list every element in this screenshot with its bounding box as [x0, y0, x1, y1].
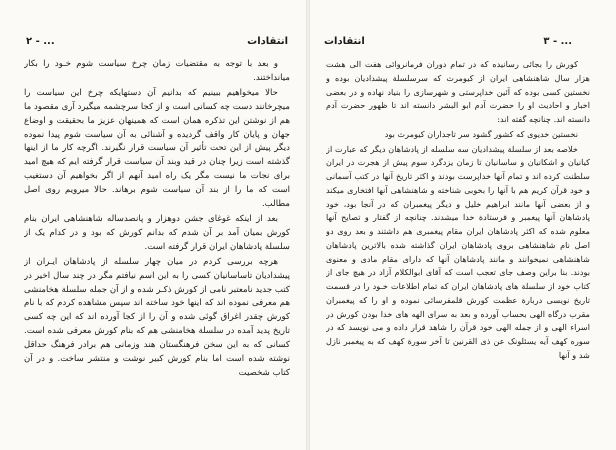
- right-page-header: [310, 36, 616, 54]
- left-page: [0, 0, 306, 450]
- right-page-number: ... - ۳: [543, 36, 572, 47]
- right-header-title: انتقادات: [324, 36, 365, 47]
- left-paragraph: حالا میخواهیم ببینیم که بدانیم آن دستهایکه چرخ این سیاست را میچرخانند دست چه کسانی است و از کجا سرچشمه میگیرد آری مقصود ما هم از نوشتن این تذکره همان است که همینهان عزیز ما بحقیقت و اوضاع جهان و پایان کار واقف گردیده و آشنائی به آن سیاست شوم پیدا نموده دیگر پیش از این تحت تأثیر آن سیاست قرار نگیرند. اگرچه کار ما از اینها گذشته است زیرا چنان در قید وبند آن سیاست قرار گرفته ایم که هیچ امید برای نجات ما نیست مگر یک راه امید آنهم از اگر بخواهیم آن دستغیب است که ما را از بند آن سیاست شوم برهاند. حالا میرویم روی اصل مطالب.: [24, 87, 290, 210]
- left-page-number: ... - ۲: [26, 36, 55, 47]
- right-paragraph: نخستین خدیوی که کشور گشود سر تاجداران کیومرث بود: [384, 128, 578, 139]
- right-paragraph: خلاصه بعد از سلسلة پیشدادیان سه سلسله از پادشاهان دیگر که عبارت از کیانیان و اشکانیان و ساسانیان تا زمان یزدگرد سوم پیش از هجرت در ایران سلطنت کرده اند و تمام آنها خداپرست بودند و اکثر تاریخ آنها در کتب آسمانی و خود قرآن کریم هم با آنها را بخوبی شناخته و شاهنشاهی آنها افتخاری میکند و از بعضی آنها مانند ابراهیم خلیل و دیگر پیغمبران که در آنجا بود، خود پادشاهان آنها پیغمبر و فرستادة خدا میشدند. چنانچه از گفتار و تصایح آنها معلوم شده که اکثر پادشاهان ایران مقام پیغمبری هم داشتند و بعد روی دو اصل نام شاهنشاهی بروی پادشاهان ایران گذاشته شده بالاترین پادشاهان شاهنشاهی نمیخوانند و مانند پادشاهان آنها که دارای مقام مادی و معنوی بودند. بنا براین وصف جای تعجب است که آقای ابوالکلام آزاد در هیچ جای از کتاب خود از سلسلة های پادشاهان ایران که تمام اطلاعات خـود را در قسمت تاریخ نویسی دربارة عظمت کورش قلمفرسائی نموده و او را که پیغمبران مقرب درگاه الهی بحساب آورده و بعد به سرای الهه های خدا بودن کورش در اسراء الهی و از جمله الهی خود قرآن را شاهد قرار داده و می نویسد که در سوره کهف آیه یسئلونک عن ذی القرنین تا آخر سورة کهف که به پیغمبر نازل شد و آنها: [326, 143, 590, 360]
- right-paragraph: کورش را بجائی رسانیده که در تمام دوران فرمانروائی هفت الی هشت هزار سال شاهنشاهی ایران از کیومرث که سرسلسلة پیشدادیان بوده و نخستین کسی بوده که آئین خداپرستی و شهرسازی را بنیاد نهاده و در بعضی اخبار و احادیث او را حضرت آدم ابو البشر دانسته اند تا ظهور حضرت آدم دانسته اند. چنانچه گفته اند:: [326, 59, 590, 124]
- left-header-title: انتقادات: [247, 36, 288, 47]
- left-paragraph: هرچه بررسی کردم در میان چهار سلسله از پادشاهان ایـران از پیشدادیان تاساسانیان کسی را به این اسم نیافتم مگر در چند سال اخیر در کتب جدید نامعتبر نامی از کورش ذکـر شده و از آن جمله سلسلة هخامنشی هم معرفی نموده اند که اینها خود ساخته اند سپس مشاهده کردم که با نام کورش چقدر اغراق گوئی شده و آن را از کجا آورده اند که این چه کسی تاریخ پدید آمده در سلسلة هخامنشی هم که بنام کورش معرفی شده است. کسانی که به این سخن فرهنگستان هند وزمانی هم برادر فرهنگ حداقل نوشته شده است اما بنام کورش کبیر نوشت و منتشر ساخت. و در آن کتاب شخصیت: [24, 256, 290, 378]
- left-page-body: [24, 58, 290, 436]
- right-page: [310, 0, 616, 450]
- left-page-header: [0, 36, 306, 54]
- left-paragraph: بعد از اینکه غوغای جشن دوهزار و پانصدساله شاهنشاهی ایران بنام کورش بمیان آمد بر آن شدم که بدانم کورش که بود و در کدام یک از سلسلة پادشاهان ایران قرار گرفته است.: [24, 213, 290, 252]
- left-paragraph: و بعد با توجه به مقتضیات زمان چرخ سیاست شوم خـود را بکار میانداختند.: [24, 59, 290, 83]
- right-page-body: [326, 58, 590, 436]
